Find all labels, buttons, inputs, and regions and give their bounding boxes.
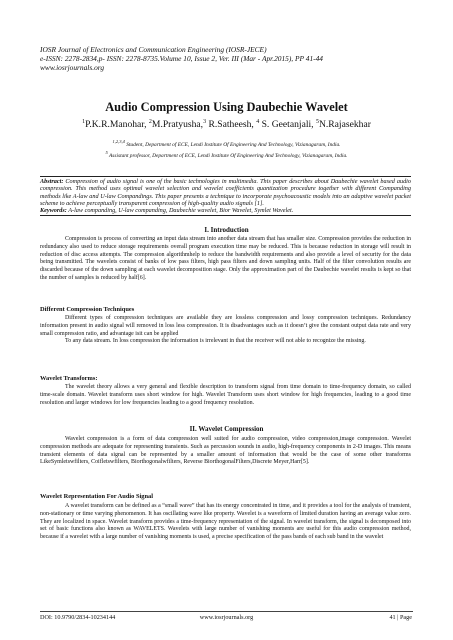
author-number: 3 (203, 119, 207, 125)
subheading-wavelet-transforms: Wavelet Transforms: (40, 375, 98, 382)
paper-title: Audio Compression Using Daubechie Wavelet (105, 100, 348, 114)
paragraph-text: The wavelet theory allows a very general and flexible description to transform signal from time domain to time-frequency domain, so called time-scale domain. Wavelet transform uses short window for high. Wavelet Transform uses short window for high frequencies, leading to a good time resolution and larger windows for low frequencies leading to a good frequency resolution. (40, 384, 411, 406)
techniques-paragraph (40, 315, 411, 346)
keywords-text: A-law companding, U-law companding, Daubechie wavelet, Bior Wavelet, Symlet Wavelet. (66, 207, 294, 214)
author-name: R.Satheesh, (206, 119, 257, 131)
affiliation-professor (45, 149, 408, 160)
keywords (40, 207, 411, 214)
footer-page-number: 41 | Page (389, 614, 412, 621)
journal-website: www.iosrjournals.org (40, 63, 105, 73)
subheading-wavelet-representation: Wavelet Representation For Audio Signal (40, 493, 154, 500)
paragraph-text: Wavelet compression is a form of data compression well suited for audio compression, video compression,image compression. Wavelet compression methods are adequate for representing transients. Such as percussion sounds in audio, high-frequency components in 2-D images. This means transient elements of data signal can be represented by a smaller amount of information that would be the case of some other transforms LikeSymletswfilters, Coifletswfilters, Biorthogonalwfilters, Reverse BiorthogonalFilters,Discrete Meyer,Harr[5]. (40, 436, 411, 466)
author-number: 5 (315, 119, 319, 125)
author-name: M.Pratyusha, (151, 119, 204, 131)
wavelet-compression-paragraph (40, 436, 411, 467)
author-number: 1 (82, 119, 86, 125)
author-list (0, 119, 453, 130)
paragraph-text: Different types of compression techniques are available they are lossless compression and lossy compression techniques. Redundancy information present in audio signal will removed in loss less compression. It is disadvantages such as it doesn’t give the constant output data rate and very small compression ratio, and advantage isit can be applied (40, 315, 411, 337)
journal-header (40, 45, 420, 73)
paragraph-text: Compression is process of converting an input data stream into another data stream that has smaller size. Compression provides the reduction in redundancy also used to reduce storage requirements overall program execution time may be reduced. This is because reduction in storage will result in reduction of disc access attempts. The compression algorithmhelp to reduce the bandwidth requirements and also provide a level of security for the data being transmitted. The wavelets consist of banks of low pass filters, high pass filters and down sampling units. Half of the filter convolution results are discarded because of the down sampling at each wavelet decomposition stage. Only the approximation part of the Daubechie wavelet results is kept so that the number of samples is reduced by half[6]. (40, 236, 411, 281)
abstract-text: Compression of audio signal is one of the basic technologies in multimedia. This paper describes about Daubechie wavelet based audio compression. This method uses optimal wavelet selection and wavelet coefficients quantization procedure together with different Companding methods like A-law and U-law Compandings. This paper presents a technique to incorporate psychoacoustic models into an adaptive wavelet packet scheme to achieve perceptually transparent compression of high-quality audio signals [1]. (40, 178, 411, 208)
introduction-paragraph (40, 236, 411, 283)
footer-doi: DOI: 10.9790/2834-10234144 (40, 614, 116, 621)
abstract (40, 178, 411, 208)
paragraph-text: To any data stream. In loss compression the information is irrelevant in that the receiver will not able to recognize the missing. (65, 338, 366, 345)
subheading-compression-techniques: Different Compression Techniques (40, 306, 135, 313)
footer-website: www.iosrjournals.org (199, 614, 254, 621)
affiliation-text: Assistant professor, Department of ECE, Lendi Institute Of Engineering And Technology, Vizianagaram, India. (107, 153, 348, 160)
author-name: S. Geetanjali, (259, 119, 316, 131)
abstract-label: Abstract: (40, 178, 64, 185)
author-name: P.K.R.Manohar, (85, 119, 149, 131)
affiliation-marker: 5 (105, 150, 108, 156)
section-heading-introduction: I. Introduction (204, 226, 249, 234)
author-number: 2 (148, 119, 152, 125)
transforms-paragraph (40, 384, 411, 407)
affiliation-students (45, 138, 408, 149)
journal-name: IOSR Journal of Electronics and Communication Engineering (IOSR-JECE) (40, 45, 267, 54)
paragraph-text: A wavelet transform can be defined as a “small wave” that has its energy concentrated in time, and it provides a tool for the analysis of transient, non-stationary or time varying phenomenon. It has oscillating wave like property. Wavelet is a waveform of limited duration having an average value zero. They are localized in space. Wavelet transform provides a time-frequency representation of the signal. In wavelet transform, the signal is decomposed into set of basic functions also known as WAVELETS. Wavelets with large number of vanishing moments are useful for this audio compression method, because if a wavelet with a large number of vanishing moments is used, a precise specification of the pass bands of each sub band in the wavelet (40, 503, 411, 540)
representation-paragraph (40, 503, 411, 542)
affiliations (45, 138, 408, 161)
affiliation-text: Student, Department of ECE, Lendi Institute Of Engineering And Technology, Vizianagaram, India. (126, 141, 341, 148)
author-name: N.Rajasekhar (318, 119, 371, 131)
footer-divider (40, 611, 413, 612)
section-heading-wavelet-compression: II. Wavelet Compression (189, 425, 264, 433)
journal-issn: e-ISSN: 2278-2834,p- ISSN: 2278-8735.Volume 10, Issue 2, Ver. III (Mar - Apr.2015), PP 41-44 (40, 54, 323, 64)
author-number: 4 (256, 119, 260, 125)
affiliation-marker: 1,2,3,4 (112, 139, 125, 144)
keywords-label: Keywords: (40, 207, 67, 214)
